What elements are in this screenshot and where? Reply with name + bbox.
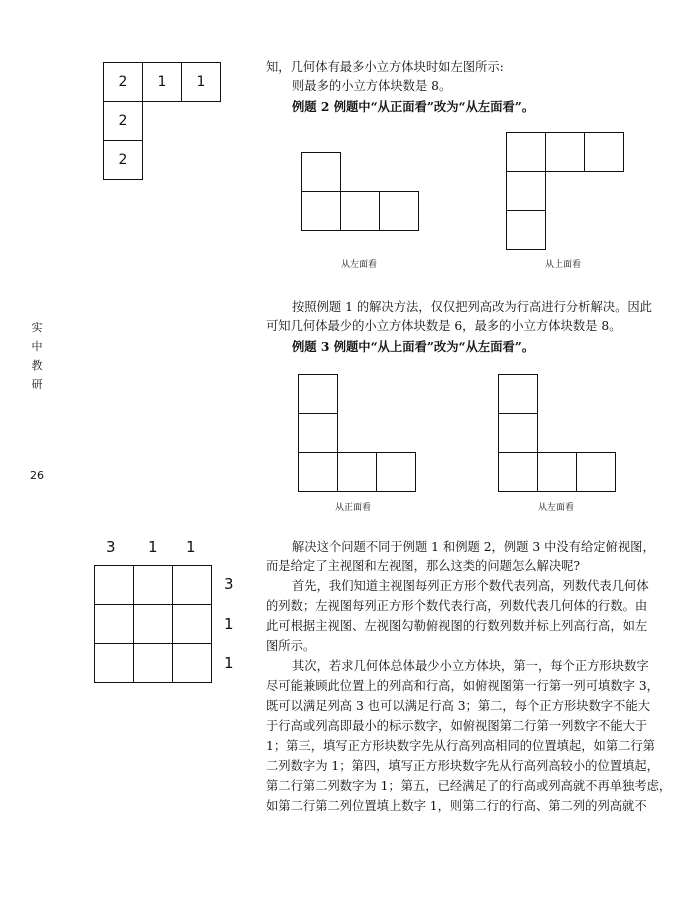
grid-cell <box>133 643 173 683</box>
side-char: 研 <box>31 378 43 391</box>
side-char: 教 <box>31 359 43 372</box>
text-line: 而是给定了主视图和左视图，那么这类的问题怎么解决呢? <box>266 559 581 573</box>
text-line: 可知几何体最少的小立方体块数是 6，最多的小立方体块数是 8。 <box>266 319 622 333</box>
text-line: 1；第三，填写正方形块数字先从行高列高相同的位置填起，如第二行第 <box>266 739 656 753</box>
grid-cell <box>94 643 134 683</box>
square <box>506 210 546 250</box>
grid-cell <box>172 643 212 683</box>
text-line: 则最多的小立方体块数是 8。 <box>292 79 452 93</box>
side-char: 实 <box>31 321 43 334</box>
grid-cell <box>94 565 134 605</box>
text-line: 的列数；左视图每列正方形个数代表行高，列数代表几何体的行数。由 <box>266 599 648 613</box>
square <box>576 452 616 492</box>
text-line: 按照例题 1 的解决方法，仅仅把列高改为行高进行分析解决。因此 <box>292 300 652 314</box>
square <box>506 132 546 172</box>
example-heading: 例题 2 例题中“从正面看”改为“从左面看”。 <box>292 99 535 114</box>
view-caption: 从左面看 <box>538 503 575 513</box>
view-caption: 从左面看 <box>341 260 378 270</box>
text-line: 二列数字为 1；第四，填写正方形块数字先从行高列高较小的位置填起， <box>266 759 659 773</box>
text-line: 图所示。 <box>266 639 316 653</box>
text-line: 知，几何体有最多小立方体块时如左图所示: <box>266 60 504 74</box>
text-line: 尽可能兼顾此位置上的列高和行高，如俯视图第一行第一列可填数字 3， <box>266 679 659 693</box>
grid-cell <box>172 565 212 605</box>
grid-cell <box>172 604 212 644</box>
square <box>298 374 338 414</box>
square <box>584 132 624 172</box>
grid-cell: 2 <box>103 140 143 180</box>
view-caption: 从上面看 <box>545 260 582 270</box>
grid-cell <box>133 565 173 605</box>
square <box>537 452 577 492</box>
example-heading: 例题 3 例题中“从上面看”改为“从左面看”。 <box>292 339 535 354</box>
text-line: 此可根据主视图、左视图勾勒俯视图的行数列数并标上列高行高，如左 <box>266 619 648 633</box>
square <box>506 171 546 211</box>
square <box>340 191 380 231</box>
square <box>498 452 538 492</box>
square <box>301 152 341 192</box>
row-height-label: 1 <box>224 615 234 633</box>
square <box>376 452 416 492</box>
text-line: 解决这个问题不同于例题 1 和例题 2，例题 3 中没有给定俯视图， <box>292 540 655 554</box>
text-line: 既可以满足列高 3 也可以满足行高 3；第二，每个正方形块数字不能大 <box>266 699 650 713</box>
square <box>545 132 585 172</box>
text-line: 如第二行第二列位置填上数字 1，则第二行的行高、第二列的列高就不 <box>266 799 647 813</box>
square <box>298 413 338 453</box>
square <box>301 191 341 231</box>
square <box>298 452 338 492</box>
text-line: 其次，若求几何体总体最少小立方体块，第一，每个正方形块数字 <box>292 659 649 673</box>
grid-cell <box>133 604 173 644</box>
square <box>498 413 538 453</box>
column-height-label: 1 <box>186 538 196 556</box>
text-line: 第二行第二列数字为 1；第五，已经满足了的行高或列高就不再单独考虑， <box>266 779 672 793</box>
grid-cell: 1 <box>142 62 182 102</box>
square <box>337 452 377 492</box>
grid-cell: 2 <box>103 62 143 102</box>
grid-cell: 2 <box>103 101 143 141</box>
row-height-label: 1 <box>224 654 234 672</box>
square <box>498 374 538 414</box>
text-line: 首先，我们知道主视图每列正方形个数代表列高，列数代表几何体 <box>292 579 649 593</box>
row-height-label: 3 <box>224 575 234 593</box>
page-number: 26 <box>30 469 44 482</box>
column-height-label: 1 <box>148 538 158 556</box>
text-line: 于行高或列高即最小的标示数字，如俯视图第二行第一列数字不能大于 <box>266 719 648 733</box>
grid-cell: 1 <box>181 62 221 102</box>
grid-cell <box>94 604 134 644</box>
square <box>379 191 419 231</box>
column-height-label: 3 <box>106 538 116 556</box>
view-caption: 从正面看 <box>335 503 372 513</box>
side-char: 中 <box>31 340 43 353</box>
